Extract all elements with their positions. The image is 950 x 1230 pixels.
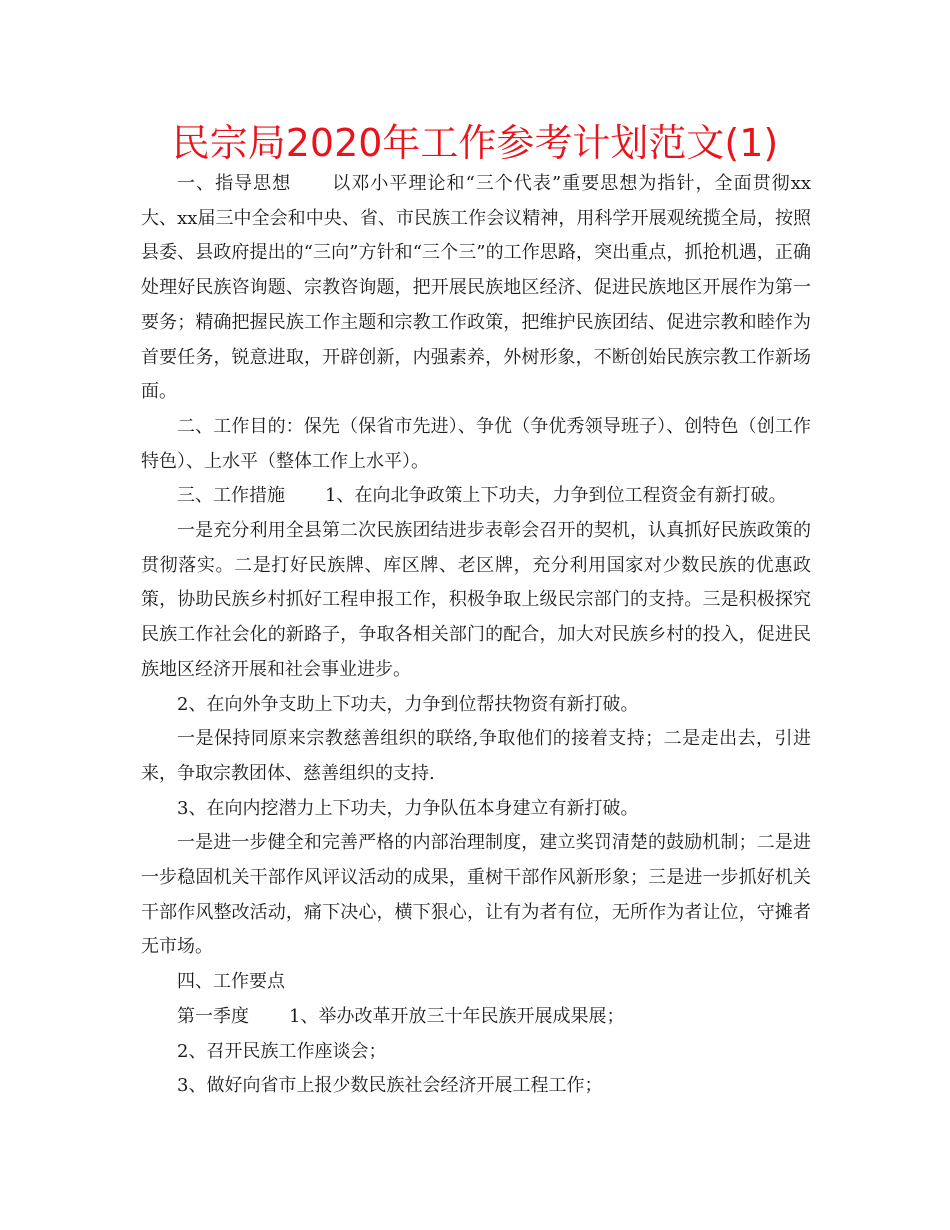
paragraph-q1-item-2 <box>141 1035 811 1070</box>
section-heading: 三、工作措施 <box>177 485 285 507</box>
paragraph-work-measures <box>141 479 811 514</box>
paragraph-text: 1、在向北争政策上下功夫，力争到位工程资金有新打破。 <box>325 485 787 507</box>
paragraph-measure-3-detail <box>141 826 811 965</box>
paragraph-measure-2 <box>141 688 811 723</box>
paragraph-measure-1-detail <box>141 514 811 688</box>
paragraph-text: 一是充分利用全县第二次民族团结进步表彰会召开的契机，认真抓好民族政策的贯彻落实。二是打好民族牌、库区牌、老区牌，充分利用国家对少数民族的优惠政策，协助民族乡村抓好工程申报工作，积极争取上级民宗部门的支持。三是积极探究民族工作社会化的新路子，争取各相关部门的配合，加大对民族乡村的投入，促进民族地区经济开展和社会事业进步。 <box>141 520 811 680</box>
paragraph-text: 2、召开民族工作座谈会； <box>177 1040 387 1062</box>
paragraph-text: 二、工作目的：保先（保省市先进）、争优（争优秀领导班子）、创特色（创工作特色）、上水平（整体工作上水平）。 <box>141 415 811 472</box>
paragraph-text: 一是进一步健全和完善严格的内部治理制度，建立奖罚清楚的鼓励机制；二是进一步稳固机关干部作风评议活动的成果，重树干部作风新形象；三是进一步抓好机关干部作风整改活动，痛下决心，横下狠心，让有为者有位，无所作为者让位，守摊者无市场。 <box>141 832 811 958</box>
paragraph-q1-item-3 <box>141 1069 811 1104</box>
paragraph-work-goals <box>141 410 811 479</box>
paragraph-measure-2-detail <box>141 722 811 791</box>
paragraph-guiding-ideology <box>141 167 811 410</box>
document-title: 民宗局2020年工作参考计划范文(1) <box>171 121 779 165</box>
section-heading: 第一季度 <box>177 1005 249 1027</box>
paragraph-text: 以邓小平理论和“三个代表”重要思想为指针，全面贯彻xx大、xx届三中全会和中央、省、市民族工作会议精神，用科学开展观统揽全局，按照县委、县政府提出的“三向”方针和“三个三”的工作思路，突出重点，抓抢机遇，正确处理好民族咨询题、宗教咨询题，把开展民族地区经济、促进民族地区开展作为第一要务；精确把握民族工作主题和宗教工作政策，把维护民族团结、促进宗教和睦作为首要任务，锐意进取，开辟创新，内强素养，外树形象，不断创始民族宗教工作新场面。 <box>141 173 811 403</box>
paragraph-q1-item-1 <box>141 1000 811 1035</box>
paragraph-text: 1、举办改革开放三十年民族开展成果展； <box>289 1005 625 1027</box>
paragraph-text: 2、在向外争支助上下功夫，力争到位帮扶物资有新打破。 <box>177 693 639 715</box>
paragraph-text: 四、工作要点 <box>177 971 285 993</box>
paragraph-text: 3、在向内挖潜力上下功夫，力争队伍本身建立有新打破。 <box>177 797 639 819</box>
paragraph-measure-3 <box>141 792 811 827</box>
paragraph-text: 3、做好向省市上报少数民族社会经济开展工程工作； <box>177 1075 603 1097</box>
document-body <box>141 167 811 1104</box>
section-heading: 一、指导思想 <box>177 173 292 194</box>
paragraph-text: 一是保持同原来宗教慈善组织的联络,争取他们的接着支持；二是走出去，引进来，争取宗教团体、慈善组织的支持. <box>141 728 811 784</box>
paragraph-work-points <box>141 965 811 1000</box>
